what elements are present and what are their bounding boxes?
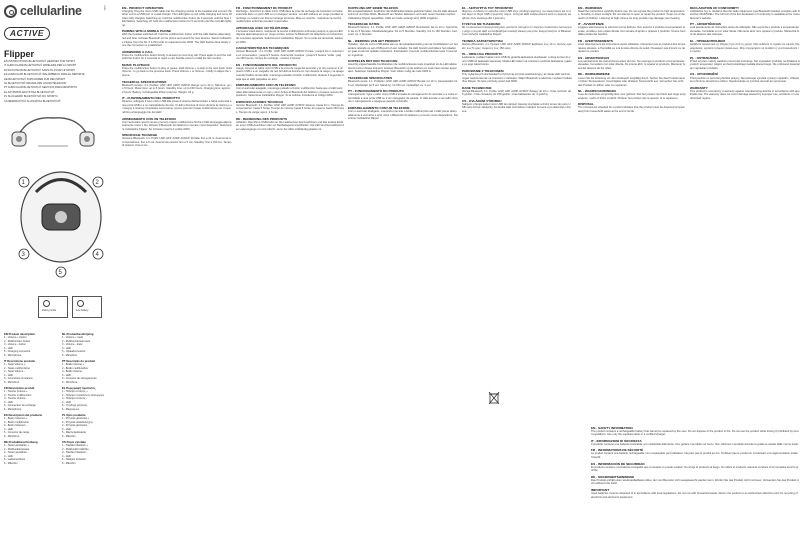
text-section xyxy=(690,86,800,101)
text-section xyxy=(348,59,458,74)
language-item: EL ΑΣΥΡΜΑΤΑ ΑΚΟΥΣΤΙΚΑ BLUETOOTH® xyxy=(4,90,55,94)
section-body: Used batteries must be disposed of in accordance with local regulations. Do not mix with household waste. Return the product to an authorized collection point for recycling of electrical and electronic equipment. xyxy=(591,491,798,499)
sidebox-label: Low battery xyxy=(76,309,89,312)
legend-item: 4 - LED xyxy=(62,346,71,350)
language-item: NL BLUETOOTH® DRAADLOZE HOOFDTELEFOON xyxy=(4,82,67,86)
section-heading: CARACTÉRISTIQUES TECHNIQUES xyxy=(236,46,289,51)
legend-item: 1 - Tasto Volume + xyxy=(4,363,26,366)
side-code-tag: code xyxy=(103,5,106,11)
text-section xyxy=(122,80,232,95)
text-section xyxy=(578,72,686,87)
legend-item: 2 - Multifunkční tlačítko xyxy=(62,447,89,451)
svg-text:1: 1 xyxy=(21,180,25,186)
section-heading: IT - AVVERTENZE xyxy=(578,22,604,27)
legend-item: 3 - Volume - toets xyxy=(62,343,83,346)
active-badge: ACTIVE xyxy=(4,27,50,40)
text-section xyxy=(462,99,572,114)
section-heading: DECLARATION OF CONFORMITY xyxy=(690,5,740,10)
section-heading: CS - UPOZORNĚNÍ xyxy=(690,72,718,77)
legend-item: 6 - Microfone xyxy=(62,380,78,384)
brand-name: cellularline xyxy=(20,4,82,18)
brand-header xyxy=(4,5,114,19)
section-body: Lisez attentivement les instructions avant utilisation. N'exposez pas le produit à des températures élevées, à l'humidité ou à la lumière directe du soleil. N'essayez pas d'ouvrir ou de réparer le produit. xyxy=(578,43,686,54)
text-section xyxy=(578,56,686,71)
legend-item: 6 - Μικρόφωνο xyxy=(62,407,80,411)
legend-item: 2 - Botão multifunções xyxy=(62,366,88,370)
text-column-1 xyxy=(122,4,232,530)
section-body: Das Produkt enthält einen wiederaufladbaren Akku, der vom Benutzer nicht ausgetauscht werden kann. Werfen Sie das Produkt nicht ins Feuer. Verwenden Sie das Produkt nicht während der Fahrt. xyxy=(591,478,799,486)
legend-heading: NL Productbeschrijving xyxy=(62,332,94,336)
legend-item: 6 - Micrófono xyxy=(4,434,20,438)
legend-item: 3 - Botão Volume - xyxy=(62,370,84,373)
section-body: Bluetooth version: 4.1. Profiles: HSP, HFP, A2DP, AVRCP. Range: up to 10 m. Talk time: up to 5 hours. Music time: up to 5 hours. Standby time: up to 150 hours. Charging time: approx. 2 hours. Battery: rechargeable lithium polymer. Weight: 18 g. xyxy=(122,83,232,94)
section-body: Przy wyłączonych słuchawkach przytrzymaj przycisk wielofunkcyjny, aż dioda LED zacznie migać naprzemiennie na czerwono i niebiesko. Włącz Bluetooth w telefonie i wybierz Cellularline Flipper. W razie potrzeby wpisz kod 0000. xyxy=(462,72,572,84)
pairing-mode-box xyxy=(38,296,68,318)
language-item: CS BEZDRÁTOVÁ SLUCHÁTKA BLUETOOTH® xyxy=(4,99,61,103)
section-body: Ricarica: collegare il cavo micro USB alla presa di ricarica dell'auricolare e l'altra estremità a una porta USB o a un caricabatterie da rete. Il LED si illumina di rosso durante la ricarica e si spegne a ricarica completata. Accensione: tenere premuto il tasto multifunzione per 3 secondi fino al lampeggio blu del LED. xyxy=(122,100,232,114)
section-body: Lesen Sie die Anleitung vor dem Gebrauch sorgfältig durch. Setzen Sie das Produkt keinen hohen Temperaturen, Feuchtigkeit oder direktem Sonnenlicht aus. Versuchen Sie nicht, das Produkt zu öffnen oder zu reparieren. xyxy=(578,76,685,87)
text-section xyxy=(591,439,799,447)
product-legend xyxy=(4,330,119,530)
section-body: Με τα ακουστικά απενεργοποιημένα, κρατήστε πατημένο το πλήκτρο πολλαπλών λειτουργιών μέχρι η λυχνία LED να αναβοσβήνει εναλλάξ κόκκινη και μπλε. Ενεργοποιήστε το Bluetooth και επιλέξτε Cellularline Flipper. xyxy=(462,26,572,37)
text-section xyxy=(236,117,344,132)
legend-item: 1 - Volume + toets xyxy=(62,336,83,339)
section-body: Bluetooth-Version: 4.1. Profile: HSP, HFP, A2DP, AVRCP. Reichweite: bis zu 10 m. Sprechzeit: bis zu 5 Stunden. Musikwiedergabe: bis zu 5 Stunden. Standby: bis zu 150 Stunden. Ladezeit: ca. 2 Stunden. xyxy=(348,26,458,37)
text-section xyxy=(578,39,686,54)
text-section xyxy=(236,46,344,61)
battery-icon xyxy=(77,300,84,307)
text-section xyxy=(591,475,799,486)
brand-logo-icon xyxy=(4,5,17,18)
section-body: The product contains a rechargeable battery that cannot be replaced by the user. Do not dispose of the product in fire. Do not use the product while driving if prohibited by local regulations. Use only the supplied cable or a certified charger. xyxy=(591,429,799,437)
legend-item: 6 - Microphone xyxy=(4,407,22,411)
svg-text:4: 4 xyxy=(95,252,99,258)
text-section xyxy=(690,39,800,54)
section-heading: DANE TECHNICZNE xyxy=(462,85,492,90)
section-body: Press the multifunction button briefly to answer an incoming call. Press again to end the call. Hold the button for 2 seconds to reject a call. Double press to redial the last number. xyxy=(122,53,232,61)
section-heading: DE - BEDIENUNG DES PRODUKTS xyxy=(236,116,288,121)
section-heading: DE - WARNHINWEISE xyxy=(578,72,610,77)
section-body: Wersja Bluetooth: 4.1. Profile: HSP, HFP, A2DP, AVRCP. Zasięg: do 10 m. Czas rozmów: do 5 godzin. Czas czuwania: do 150 godzin. Czas ładowania: ok. 2 godziny. xyxy=(462,89,572,97)
legend-item: 1 - Botón Volumen + xyxy=(4,417,28,420)
language-item: IT AURICOLARE BLUETOOTH® WIRELESS PER LO SPORT xyxy=(4,64,77,68)
legend-item: 3 - Przycisk głośności - xyxy=(62,424,89,427)
legend-item: 5 - Connecteur de recharge xyxy=(4,404,36,407)
text-column-bottom xyxy=(591,424,799,530)
section-body: Ładowanie: podłącz kabel micro USB do gniazda ładowania słuchawek, a drugi koniec do portu USB lub ładowarki sieciowej. Dioda LED świeci na czerwono podczas ładowania i gaśnie po jego zakończeniu. xyxy=(462,56,572,67)
legend-item: 5 - Złącze ładowania xyxy=(62,431,86,434)
legend-item: 3 - Πλήκτρο έντασης - xyxy=(62,397,88,400)
headset-illustration-icon xyxy=(8,106,98,156)
legend-item: 2 - Botón multifunción xyxy=(4,420,30,424)
text-section xyxy=(578,102,686,113)
section-heading: PAROWANIE Z TELEFONEM xyxy=(462,68,504,73)
legend-item: 1 - Botão Volume + xyxy=(62,363,85,366)
text-section xyxy=(578,22,686,37)
section-heading: ΤΕΧΝΙΚΑ ΧΑΡΑΚΤΗΡΙΣΤΙΚΑ xyxy=(462,38,504,43)
text-section xyxy=(591,448,799,459)
text-section xyxy=(591,426,799,437)
section-body: Com o auricular desligado, mantenha premido o botão multifunções até o LED piscar alternadamente a vermelho e azul. Ative o Bluetooth do telefone e procure novos dispositivos. Selecione Cellularline Flipper. xyxy=(348,110,458,121)
section-heading: ES - FUNCIONAMIENTO DEL PRODUCTO xyxy=(236,62,297,67)
text-section xyxy=(462,52,572,67)
text-section xyxy=(122,117,232,132)
text-section xyxy=(348,76,458,87)
section-heading: DE - SICHERHEITSHINWEISE xyxy=(591,474,635,479)
legend-heading: DE Produktbeschreibung xyxy=(4,440,38,444)
section-body: Przed użyciem należy uważnie przeczytać instrukcję. Nie wystawiać produktu na działanie wysokich temperatur, wilgoci ani bezpośredniego światła słonecznego. Nie próbować otwierać ani naprawiać produktu. xyxy=(690,59,800,70)
legend-item: 2 - Multifunctionele toets xyxy=(62,339,91,343)
section-heading: IMPORTANT xyxy=(591,487,610,492)
text-column-2 xyxy=(236,4,344,530)
legend-item: 2 - Πλήκτρο πολλαπλών λειτουργιών xyxy=(62,393,105,397)
text-section xyxy=(462,6,572,21)
section-body: Před použitím si pozorně přečtěte pokyny. Nevystavujte výrobek vysokým teplotám, vlhkosti ani přímému slunečnímu záření. Nepokoušejte se výrobek otevírat ani opravovat. xyxy=(690,76,799,84)
legend-heading: EL Περιγραφή προϊόντος xyxy=(62,386,96,390)
section-body: L'écouteur étant éteint, maintenez la touche multifonction enfoncée jusqu'à ce que la LED clignote alternativement en rouge et bleu. Activez le Bluetooth du téléphone et recherchez de nouveaux appareils. Sélectionnez Cellularline Flipper. Si un code est demandé, saisissez 0000. xyxy=(236,29,343,44)
svg-text:3: 3 xyxy=(21,252,25,258)
section-heading: PL - OBSŁUGA PRODUKTU xyxy=(462,52,503,57)
legend-item: 2 - Przycisk wielofunkcyjny xyxy=(62,420,93,424)
section-body: Versión Bluetooth: 4.1. Perfiles: HSP, HFP, A2DP, AVRCP. Alcance: hasta 10 m. Tiempo de conversación: hasta 5 horas. Tiempo de música: hasta 5 horas. En espera: hasta 150 horas. Tiempo de carga: aprox. 2 horas. xyxy=(236,103,344,114)
legend-item: 3 - Botón Volumen - xyxy=(4,424,27,427)
text-section xyxy=(348,22,458,37)
section-body: Aufladen: Das Micro-USB-Kabel an die Ladebuchse des Kopfhörers und das andere Ende an einen USB-Anschluss oder ein Netzladegerät anschließen. Die LED leuchtet während des Ladevorgangs rot und erlischt, wenn der Akku vollständig geladen ist. xyxy=(236,120,344,131)
section-heading: EN - PRODUCT OPERATION xyxy=(122,5,164,10)
legend-item: 3 - Touche Volume - xyxy=(4,397,28,400)
section-body: Press the multifunction button to play or pause. Hold Volume + to skip to the next track. Hold Volume - to go back to the previous track. Press Volume + or Volume - briefly to adjust the volume. xyxy=(122,66,232,77)
legend-item: 1 - Przycisk głośności + xyxy=(62,417,90,420)
section-body: Con l'auricolare spento tenere premuto il tasto multifunzione finché il LED lampeggia alternativamente rosso e blu. Attivare il Bluetooth del telefono e cercare nuovi dispositivi. Selezionare Cellularline Flipper. Se richiesto inserire il codice 0000. xyxy=(122,120,232,131)
legend-item: 3 - Volume - button xyxy=(4,343,26,346)
text-section xyxy=(236,6,344,24)
text-section xyxy=(690,22,800,37)
legend-item: 1 - Tlačítko hlasitosti + xyxy=(62,444,88,447)
legend-item: 4 - LED xyxy=(62,400,71,404)
section-body: Cellularline S.p.A. declares that the radio equipment type Bluetooth headset complies with Directive 2014/53/EU. The full text of the EU declaration of conformity is available at the manufacturer's website. xyxy=(690,9,800,20)
legend-item: 2 - Tasto multifunzione xyxy=(4,366,30,370)
legend-item: 5 - Υποδοχή φόρτισης xyxy=(62,404,88,407)
language-item: EN INSTRUCTIONS BLUETOOTH® HEADSET FOR SPORT xyxy=(4,60,75,63)
section-heading: NL - WAARSCHUWINGEN xyxy=(578,89,616,94)
product-title: Flipper xyxy=(4,49,35,59)
legend-item: 4 - LED xyxy=(4,427,13,431)
section-heading: TECHNICAL SPECIFICATIONS xyxy=(122,79,167,84)
text-section xyxy=(578,89,686,100)
text-section xyxy=(236,63,344,81)
legend-column-left xyxy=(4,330,60,465)
text-section xyxy=(236,100,344,115)
legend-heading: ES Descripción del producto xyxy=(4,413,43,417)
legend-item: 1 - Volume + button xyxy=(4,336,27,339)
legend-heading: PL Opis produktu xyxy=(62,413,86,417)
legend-item: 5 - Nabíjecí konektor xyxy=(62,458,86,461)
section-heading: EL - ΛΕΙΤΟΥΡΓΙΑ ΤΟΥ ΠΡΟΪΟΝΤΟΣ xyxy=(462,5,514,10)
section-heading: NL - WERKING VAN HET PRODUCT xyxy=(348,38,401,43)
section-body: The crossed-out wheeled bin symbol indicates that the product must be disposed of separately from household waste at the end of its life. xyxy=(578,106,685,113)
section-body: Διαβάστε προσεκτικά τις οδηγίες πριν από τη χρήση. Μην εκθέτετε το προϊόν σε υψηλές θερμοκρασίες, υγρασία ή άμεσο ηλιακό φως. Μην επιχειρήσετε να ανοίξετε ή να επισκευάσετε το προϊόν. xyxy=(690,43,800,54)
text-section xyxy=(122,50,232,61)
section-heading: KOPPELEN MET EEN TELEFOON xyxy=(348,59,398,64)
text-section xyxy=(122,96,232,114)
legend-heading: PT Descrição do produto xyxy=(62,359,96,363)
legend-item: 4 - LED xyxy=(62,427,71,431)
legend-item: 4 - LED xyxy=(4,346,13,350)
text-section xyxy=(348,6,458,21)
section-heading: FR - INFORMATIONS DE SÉCURITÉ xyxy=(591,448,644,453)
text-section xyxy=(122,63,232,78)
language-item: FR ÉCOUTEUR BLUETOOTH® SANS FIL POUR LE SPORT xyxy=(4,68,76,72)
legend-item: 6 - Mikrofon xyxy=(4,461,18,465)
text-section xyxy=(462,22,572,37)
language-item: DE BLUETOOTH® KOPFHÖRER FÜR DEN SPORT xyxy=(4,77,66,81)
legend-item: 4 - LED xyxy=(4,454,13,458)
low-battery-box xyxy=(72,296,102,318)
text-column-3 xyxy=(348,4,458,530)
text-section xyxy=(690,56,800,71)
section-heading: TECHNISCHE SPECIFICATIES xyxy=(348,75,393,80)
section-heading: ES - ADVERTENCIAS xyxy=(578,55,610,60)
section-body: Έκδοση Bluetooth: 4.1. Προφίλ: HSP, HFP, A2DP, AVRCP. Εμβέλεια: έως 10 m. Χρόνος ομιλίας: έως 5 ώρες. Αναμονή: έως 150 ώρες. xyxy=(462,43,572,50)
section-body: El producto contiene una batería recargable que el usuario no puede sustituir. No arroje el producto al fuego. No utilice el producto mientras conduce si la normativa local lo prohíbe. xyxy=(591,465,799,473)
weee-bin-icon xyxy=(488,391,500,405)
section-heading: EN - SAFETY INFORMATION xyxy=(591,425,633,430)
text-section xyxy=(348,89,458,104)
legend-item: 3 - Tasto Volume - xyxy=(4,370,25,373)
legend-item: 3 - Tlačítko hlasitosti - xyxy=(62,451,88,454)
section-heading: PL - OSTRZEŻENIA xyxy=(690,55,719,60)
text-section xyxy=(462,86,572,97)
legend-heading: FR Description produit xyxy=(4,386,35,390)
text-section xyxy=(690,6,800,21)
section-heading: SPECIFICHE TECNICHE xyxy=(122,133,158,138)
section-heading: EMPAREJAMIENTO CON UN TELÉFONO xyxy=(236,83,296,88)
section-heading: CS - OVLÁDÁNÍ VÝROBKU xyxy=(462,98,502,103)
section-body: With the headset switched off, hold the multifunction button until the LED flashes alternately red and blue. Activate Bluetooth on the phone and search for new devices. Select Cellularline Flipper from the list. If a PIN code is requested enter 0000. The LED flashes blue slowly once the connection is established. xyxy=(122,33,232,48)
section-body: Recharge : branchez le câble micro USB dans la prise de recharge de l'écouteur et l'autre extrémité dans un port USB ou un chargeur secteur. La LED s'allume en rouge pendant la recharge et s'éteint une fois la recharge terminée. Mise en marche : maintenez la touche multifonction enfoncée pendant 3 secondes. xyxy=(236,9,343,24)
text-section xyxy=(122,6,232,28)
legend-item: 6 - Microphone xyxy=(4,353,22,357)
section-body: Versione Bluetooth: 4.1. Profili: HSP, HFP, A2DP, AVRCP. Portata: fino a 10 m. Autonomia in conversazione: fino a 5 ore. Autonomia musica: fino a 5 ore. Standby: fino a 150 ore. Tempo di ricarica: circa 2 ore. xyxy=(122,137,232,148)
legend-item: 6 - Microfoon xyxy=(62,353,78,357)
text-section xyxy=(236,83,344,98)
section-body: Charging: Plug the micro USB cable into the charging socket of the headset and connect the other end to a USB port or a wall charger. The LED lights up red while charging and turns off when fully charged. Switching on: hold the multifunction button for 3 seconds until the blue LED flashes. Switching off: hold the multifunction button for 5 seconds until the red LED lights up. xyxy=(122,9,232,27)
language-item: PL SŁUCHAWKI BLUETOOTH® DO SPORTU xyxy=(4,95,58,99)
text-section xyxy=(122,133,232,148)
section-heading: WARRANTY xyxy=(690,85,708,90)
section-body: Houd bij uitgeschakelde hoofdtelefoon de multifunctionele toets ingedrukt tot de LED afwisselend rood en blauw knippert. Activeer Bluetooth op de telefoon en zoek naar nieuwe apparaten. Selecteer Cellularline Flipper. Voer indien nodig de code 0000 in. xyxy=(348,63,457,74)
section-heading: TECHNISCHE DATEN xyxy=(348,22,380,27)
section-heading: PT - FUNCIONAMENTO DO PRODUTO xyxy=(348,89,404,94)
section-heading: APPAIRAGE AVEC UN TÉLÉPHONE xyxy=(236,25,289,30)
section-body: Lees de instructies zorgvuldig door voor gebruik. Stel het product niet bloot aan hoge temperaturen, vocht of direct zonlicht. Probeer het product niet te openen of te repareren. xyxy=(578,93,686,100)
svg-text:5: 5 xyxy=(58,270,62,276)
legend-item: 5 - Oplaadconnector xyxy=(62,350,86,353)
language-list xyxy=(4,60,114,104)
section-body: Read the instructions carefully before use. Do not expose the product to high temperatures, humidity or direct sunlight. Do not attempt to open or repair the product. Keep out of the reach of children. Listening at high volume for long periods may damage your hearing. xyxy=(578,9,685,20)
section-body: Leia atentamente as instruções antes da utilização. Não exponha o produto a temperaturas elevadas, humidade ou luz solar direta. Não tente abrir nem reparar o produto. Mantenha fora do alcance das crianças. xyxy=(690,26,800,37)
legend-item: 1 - Πλήκτρο έντασης + xyxy=(62,390,88,393)
section-heading: MUSIC PLAYBACK xyxy=(122,62,150,67)
legend-item: 2 - Touche multifonction xyxy=(4,393,32,397)
legend-item: 6 - Mikrofon xyxy=(62,434,76,438)
text-section xyxy=(462,39,572,50)
legend-item: 6 - Mikrofon xyxy=(62,461,76,465)
section-body: Il prodotto contiene una batteria ricaricabile non sostituibile dall'utente. Non gettare il prodotto nel fuoco. Non utilizzare il prodotto durante la guida se vietato dalle norme locali. xyxy=(591,442,799,446)
section-heading: DISPOSAL xyxy=(578,102,594,107)
text-section xyxy=(462,69,572,84)
section-heading: IT - FUNZIONAMENTO DEL PRODOTTO xyxy=(122,96,180,101)
section-heading: PT - ADVERTÊNCIAS xyxy=(690,22,721,27)
legend-item: 4 - LED xyxy=(62,373,71,377)
section-body: Φόρτιση: συνδέστε το καλώδιο micro USB στην υποδοχή φόρτισης των ακουστικών και το άλλο άκρο σε θύρα USB ή φορτιστή τοίχου. Η λυχνία LED ανάβει κόκκινη κατά τη φόρτιση και σβήνει όταν ολοκληρωθεί η φόρτιση. xyxy=(462,9,572,20)
text-section xyxy=(578,6,686,21)
section-heading: FR - FONCTIONNEMENT DU PRODUIT xyxy=(236,5,293,10)
section-heading: IT - INFORMAZIONI DI SICUREZZA xyxy=(591,438,642,443)
language-item: PT AURICULAR BLUETOOTH® SEM FIOS PARA DESPORTO xyxy=(4,86,78,90)
text-section xyxy=(591,488,799,499)
bluetooth-icon xyxy=(43,300,50,307)
language-item: ES AURICULAR BLUETOOTH® INALÁMBRICO PARA EL DEPORTE xyxy=(4,73,85,77)
section-body: This product is covered by a warranty against manufacturing defects in accordance with applicable law. The warranty does not cover damage caused by improper use, accidents or unauthorized repairs. xyxy=(690,89,800,100)
section-body: Lea atentamente las instrucciones antes del uso. No exponga el producto a temperaturas elevadas, humedad o luz solar directa. No intente abrir ni reparar el producto. Mantener fuera del alcance de los niños. xyxy=(578,59,686,70)
text-column-6 xyxy=(690,4,800,420)
legend-item: 5 - Connettore di ricarica xyxy=(4,377,33,380)
legend-column-right xyxy=(62,330,118,465)
section-heading: ES - INFORMACIÓN DE SEGURIDAD xyxy=(591,461,645,466)
section-heading: ABBINAMENTO CON UN TELEFONO xyxy=(122,116,176,121)
legend-item: 6 - Microfono xyxy=(4,380,20,384)
legend-item: 5 - Ladeanschluss xyxy=(4,458,26,461)
sidebox-label: Pairing mode xyxy=(42,309,57,312)
section-heading: ANSWERING A CALL xyxy=(122,49,154,54)
text-column-4 xyxy=(462,4,572,530)
section-body: Opladen: sluit de micro-USB-kabel aan op de oplaadaansluiting van de hoofdtelefoon en het andere uiteinde op een USB-poort of een netlader. De LED brandt rood tijdens het opladen en gaat uit als het opladen voltooid is. Inschakelen: houd de multifunctionele toets 3 seconden ingedrukt. xyxy=(348,43,458,57)
legend-item: 4 - LED xyxy=(62,454,71,458)
section-body: Carregamento: ligue o cabo micro USB à tomada de carregamento do auricular e a outra extremidade a uma porta USB ou a um carregador de parede. O LED acende a vermelho durante o carregamento e apaga-se quando concluído. xyxy=(348,93,458,104)
text-section xyxy=(348,39,458,57)
section-body: Carga: conecte el cable micro USB a la toma de carga del auricular y el otro extremo a un puerto USB o a un cargador de red. El LED se ilumina en rojo durante la carga y se apaga cuando finaliza. Encendido: mantenga pulsado el botón multifunción durante 3 segundos hasta que el LED parpadee en azul. xyxy=(236,66,344,81)
legend-heading: EN Product description xyxy=(4,332,36,336)
section-heading: EMPARELHAMENTO COM UM TELEFONE xyxy=(348,105,410,110)
legend-item: 4 - LED xyxy=(4,400,13,404)
legend-item: 5 - Conector de carregamento xyxy=(62,377,97,380)
section-heading: EL - ΠΡΟΕΙΔΟΠΟΙΗΣΕΙΣ xyxy=(690,38,726,43)
ear-fit-illustration-icon xyxy=(6,162,116,282)
legend-item: 3 - Taste Lautstärke - xyxy=(4,451,29,454)
section-heading: EN - WARNINGS xyxy=(578,5,603,10)
section-heading: KOPPLUNG MIT EINEM TELEFON xyxy=(348,5,398,10)
text-section xyxy=(236,26,344,44)
section-body: Le produit contient une batterie rechargeable non remplaçable par l'utilisateur. Ne jetez pas le produit au feu. N'utilisez pas le produit en conduisant si la réglementation locale l'interdit. xyxy=(591,452,798,459)
text-section xyxy=(122,29,232,47)
legend-heading: CS Popis výrobku xyxy=(62,440,86,444)
section-body: Nabíjení: připojte kabel micro USB do nabíjecí zásuvky sluchátek a druhý konec do portu USB nebo síťové nabíječky. Kontrolka LED svítí během nabíjení červeně a po dokončení zhasne. xyxy=(462,102,571,113)
text-section xyxy=(690,72,800,83)
section-body: Con el auricular apagado, mantenga pulsado el botón multifunción hasta que el LED parpadee alternativamente en rojo y azul. Active el Bluetooth del teléfono y busque nuevos dispositivos. Seleccione Cellularline Flipper. Si se solicita, introduzca el código 0000. xyxy=(236,87,343,98)
section-heading: FR - AVERTISSEMENTS xyxy=(578,38,613,43)
legend-item: 2 - Multifunktionstaste xyxy=(4,447,30,451)
section-body: Leggere attentamente le istruzioni prima dell'uso. Non esporre il prodotto a temperature elevate, umidità o luce solare diretta. Non tentare di aprire o riparare il prodotto. Tenere fuori dalla portata dei bambini. xyxy=(578,26,686,37)
section-body: Bei ausgeschaltetem Kopfhörer die Multifunktionstaste gedrückt halten, bis die LED abwechselnd rot und blau blinkt. Bluetooth am Telefon aktivieren und nach neuen Geräten suchen. Cellularline Flipper auswählen. Falls ein Code verlangt wird, 0000 eingeben. xyxy=(348,9,458,20)
legend-heading: IT Descrizione prodotto xyxy=(4,359,36,363)
legend-item: 4 - LED xyxy=(4,373,13,377)
legend-item: 5 - Charging connector xyxy=(4,350,31,353)
section-heading: ΣΥΖΕΥΞΗ ΜΕ ΤΗΛΕΦΩΝΟ xyxy=(462,22,501,27)
section-body: Bluetooth-versie: 4.1. Profielen: HSP, HFP, A2DP, AVRCP. Bereik: tot 10 m. Gesprekstijd: tot 5 uur. Muziektijd: tot 5 uur. Stand-by: tot 150 uur. Oplaadtijd: ca. 2 uur. xyxy=(348,80,458,87)
legend-item: 1 - Touche Volume + xyxy=(4,390,28,393)
legend-item: 1 - Taste Lautstärke + xyxy=(4,444,29,447)
section-heading: PAIRING WITH A MOBILE PHONE xyxy=(122,29,172,34)
legend-item: 5 - Conector de carga xyxy=(4,431,30,434)
legend-item: 2 - Multifunction button xyxy=(4,339,31,343)
text-section xyxy=(348,106,458,121)
svg-text:2: 2 xyxy=(95,180,99,186)
text-section xyxy=(591,462,799,473)
section-heading: ESPECIFICACIONES TÉCNICAS xyxy=(236,99,284,104)
section-body: Version Bluetooth : 4.1. Profils : HSP, HFP, A2DP, AVRCP. Portée : jusqu'à 10 m. Autonomie en conversation : jusqu'à 5 heures. Autonomie musique : jusqu'à 5 heures. Veille : jusqu'à 150 heures. Temps de recharge : environ 2 heures. xyxy=(236,50,344,61)
